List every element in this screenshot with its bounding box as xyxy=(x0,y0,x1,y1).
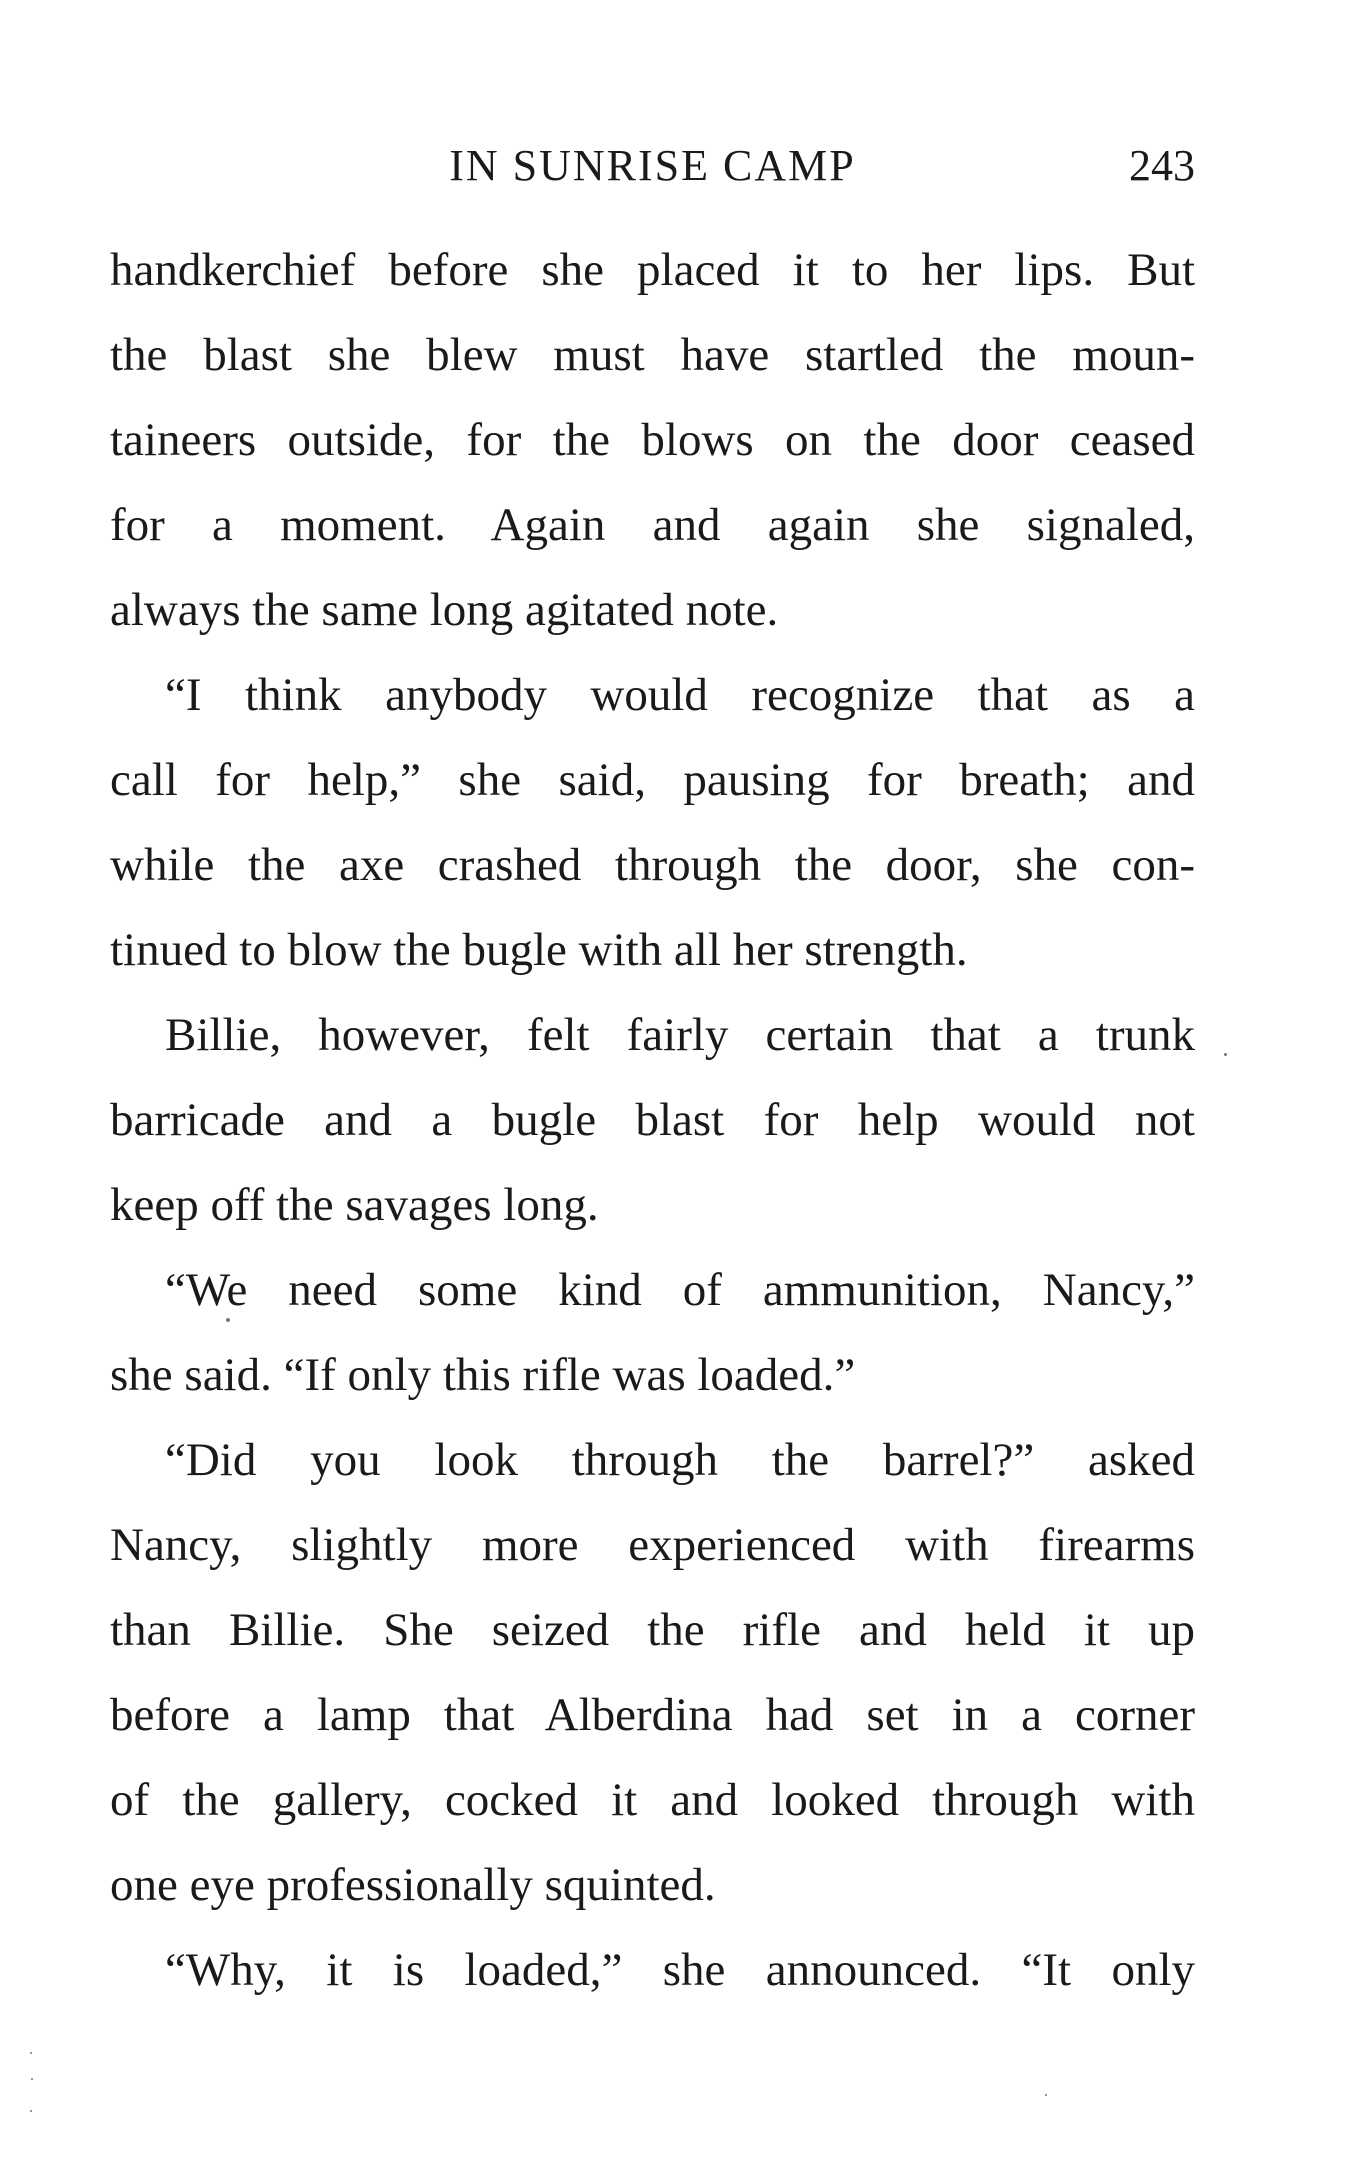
text-line: always the same long agitated note. xyxy=(110,584,779,636)
paper-speck xyxy=(1045,2094,1047,2096)
text-line: keep off the savages long. xyxy=(110,1179,599,1231)
text-line: Nancy, slightly more experienced with firearms xyxy=(110,1519,1195,1571)
text-line: “Did you look through the barrel?” asked xyxy=(165,1434,1195,1486)
paper-speck xyxy=(1224,1053,1227,1056)
text-line: the blast she blew must have startled the moun- xyxy=(110,329,1195,381)
text-line: tinued to blow the bugle with all her strength. xyxy=(110,924,968,976)
paper-speck xyxy=(31,2078,33,2080)
paper-speck xyxy=(226,1318,230,1322)
paper-speck xyxy=(30,2052,32,2054)
text-line: “We need some kind of ammunition, Nancy,” xyxy=(165,1264,1195,1316)
body-text xyxy=(110,228,1195,2013)
text-line: than Billie. She seized the rifle and held it up xyxy=(110,1604,1195,1656)
page-number: 243 xyxy=(1129,141,1195,190)
running-head xyxy=(110,140,1195,190)
text-line: before a lamp that Alberdina had set in a corner xyxy=(110,1689,1195,1741)
text-line: Billie, however, felt fairly certain that a trunk xyxy=(165,1009,1195,1061)
text-line: taineers outside, for the blows on the door ceased xyxy=(110,414,1195,466)
text-line: “Why, it is loaded,” she announced. “It only xyxy=(165,1944,1195,1996)
text-line: while the axe crashed through the door, she con- xyxy=(110,839,1195,891)
running-title: IN SUNRISE CAMP xyxy=(449,141,856,190)
text-line: she said. “If only this rifle was loaded.” xyxy=(110,1349,856,1401)
text-line: handkerchief before she placed it to her lips. But xyxy=(110,244,1195,296)
text-line: for a moment. Again and again she signaled, xyxy=(110,499,1195,551)
text-line: “I think anybody would recognize that as a xyxy=(165,669,1195,721)
text-line: barricade and a bugle blast for help would not xyxy=(110,1094,1195,1146)
paper-speck xyxy=(30,2110,32,2112)
text-line: one eye professionally squinted. xyxy=(110,1859,716,1911)
text-line: of the gallery, cocked it and looked through with xyxy=(110,1774,1195,1826)
text-line: call for help,” she said, pausing for breath; and xyxy=(110,754,1195,806)
